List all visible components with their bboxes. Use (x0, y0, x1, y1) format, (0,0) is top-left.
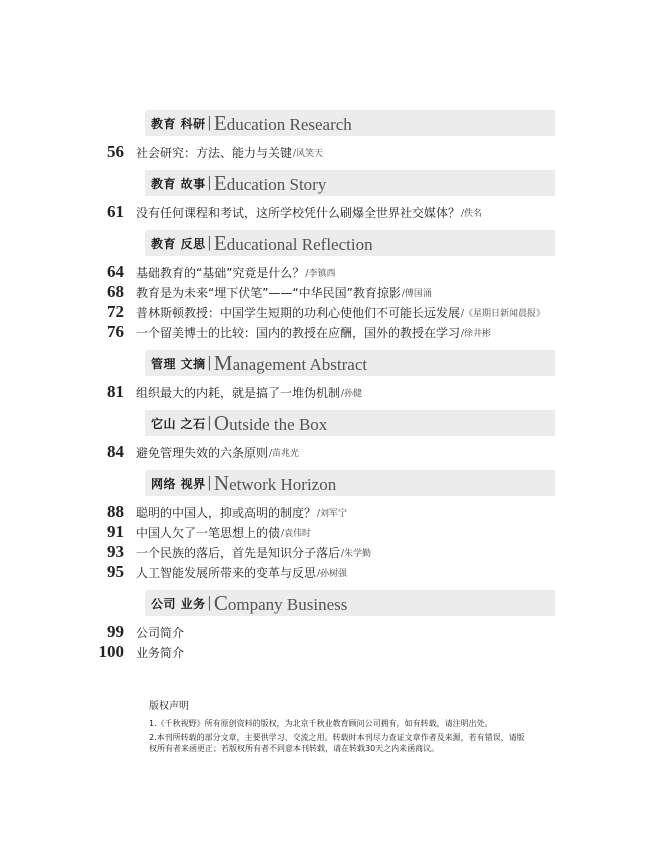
section-title-zh: 网络 视界 (151, 476, 206, 491)
section-title-zh: 教育 故事 (151, 176, 206, 191)
section-title-en: Network Horizon (213, 470, 337, 495)
page-number: 84 (107, 442, 124, 461)
section-outside-the-box (0, 410, 648, 462)
section-header (145, 470, 555, 496)
toc-entry[interactable] (0, 642, 648, 662)
section-header (145, 350, 555, 376)
toc-entry[interactable] (0, 322, 648, 342)
article-title: 教育是为未来“埋下伏笔”——“中华民国”教育掠影 (136, 285, 401, 300)
toc-entry[interactable] (0, 142, 648, 162)
article-author: /刘军宁 (317, 508, 348, 519)
article-author: /李镇西 (305, 268, 336, 279)
page-number: 72 (107, 302, 124, 321)
page-number: 100 (98, 642, 124, 661)
section-education-story (0, 170, 648, 222)
section-title-zh: 它山 之石 (151, 416, 206, 431)
article-title: 一个民族的落后，首先是知识分子落后 (136, 545, 341, 560)
article-title: 基础教育的“基础”究竟是什么？ (136, 265, 305, 280)
section-title-zh: 教育 科研 (151, 116, 206, 131)
section-title-zh: 公司 业务 (151, 596, 206, 611)
section-education-research (0, 110, 648, 162)
section-educational-reflection (0, 230, 648, 342)
toc-entry[interactable] (0, 202, 648, 222)
copyright-item: 1.《千秋视野》所有原创资料的版权，为北京千秋业教育顾问公司拥有，如有转载，请注明出处。 (149, 719, 493, 728)
section-header (145, 230, 555, 256)
page-number: 76 (107, 322, 124, 341)
section-divider: | (207, 414, 211, 431)
section-title-zh: 教育 反思 (151, 236, 206, 251)
toc-entry[interactable] (0, 382, 648, 402)
article-author: /风笑天 (293, 148, 324, 159)
article-title: 避免管理失效的六条原则 (136, 445, 269, 460)
page-number: 61 (107, 202, 124, 221)
table-of-contents (0, 110, 648, 670)
article-title: 一个留美博士的比较：国内的教授在应酬，国外的教授在学习 (136, 325, 461, 340)
page-number: 93 (107, 542, 124, 561)
section-divider: | (207, 234, 211, 251)
page-number: 81 (107, 382, 124, 401)
toc-entry[interactable] (0, 622, 648, 642)
section-divider: | (207, 474, 211, 491)
section-title-zh: 管理 文摘 (151, 356, 206, 371)
page-number: 91 (107, 522, 124, 541)
article-title: 中国人欠了一笔思想上的债 (136, 525, 281, 540)
copyright-item: 2.本刊所转载的部分文章，主要供学习、交流之用。转载时本刊尽力查证文章作者及来源，若有错误，请版权所有者来函更正；若版权所有者不同意本刊转载，请在转载30天之内来函商议。 (149, 733, 525, 753)
section-divider: | (207, 354, 211, 371)
section-divider: | (207, 594, 211, 611)
section-title-en: Outside the Box (213, 410, 328, 435)
article-author: /苗兆光 (269, 448, 300, 459)
article-author: /佚名 (461, 208, 483, 219)
article-title: 业务简介 (136, 645, 185, 660)
article-title: 组织最大的内耗，就是搞了一堆伪机制 (136, 385, 341, 400)
copyright-title: 版权声明 (149, 701, 189, 712)
section-divider: | (207, 114, 211, 131)
section-header (145, 410, 555, 436)
toc-entry[interactable] (0, 542, 648, 562)
article-title: 社会研究：方法、能力与关键 (136, 145, 293, 160)
page-number: 64 (107, 262, 124, 281)
section-title-en: Education Story (213, 170, 327, 195)
article-title: 公司简介 (136, 625, 185, 640)
toc-entry[interactable] (0, 562, 648, 582)
section-header (145, 110, 555, 136)
toc-entry[interactable] (0, 302, 648, 322)
page-number: 99 (107, 622, 124, 641)
article-author: /朱学勤 (341, 548, 372, 559)
toc-entry[interactable] (0, 442, 648, 462)
toc-entry[interactable] (0, 502, 648, 522)
article-author: /袁伟时 (281, 528, 312, 539)
page-number: 68 (107, 282, 124, 301)
article-author: /《星期日新闻晨报》 (461, 308, 546, 319)
section-divider: | (207, 174, 211, 191)
copyright-notice (149, 697, 529, 757)
section-header (145, 170, 555, 196)
article-author: /孙健 (341, 388, 363, 399)
page-number: 95 (107, 562, 124, 581)
toc-entry[interactable] (0, 262, 648, 282)
page-number: 88 (107, 502, 124, 521)
article-author: /徐井彬 (461, 328, 492, 339)
section-title-en: Company Business (213, 590, 348, 615)
page-number: 56 (107, 142, 124, 161)
toc-entry[interactable] (0, 282, 648, 302)
article-title: 普林斯顿教授：中国学生短期的功利心使他们不可能长远发展 (136, 305, 461, 320)
section-title-en: Educational Reflection (213, 230, 373, 255)
article-title: 没有任何课程和考试，这所学校凭什么刷爆全世界社交媒体？ (136, 205, 461, 220)
article-author: /傅国涌 (401, 288, 432, 299)
section-management-abstract (0, 350, 648, 402)
article-title: 聪明的中国人，抑或高明的制度？ (136, 505, 317, 520)
article-author: /孙树强 (317, 568, 348, 579)
section-title-en: Management Abstract (213, 350, 368, 375)
article-title: 人工智能发展所带来的变革与反思 (136, 565, 317, 580)
section-network-horizon (0, 470, 648, 582)
section-header (145, 590, 555, 616)
toc-entry[interactable] (0, 522, 648, 542)
section-company-business (0, 590, 648, 662)
section-title-en: Education Research (213, 110, 352, 135)
